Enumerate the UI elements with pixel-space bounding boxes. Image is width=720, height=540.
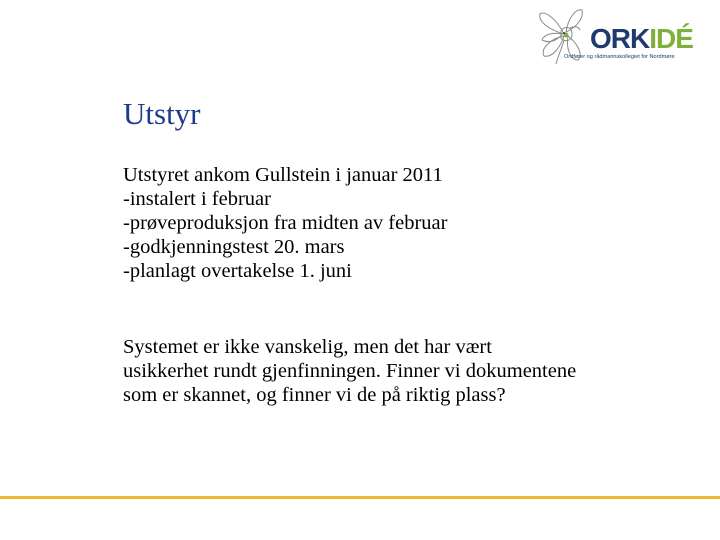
orkide-logo	[534, 4, 716, 68]
logo-word-navy: ORK	[590, 23, 650, 54]
slide-title: Utstyr	[123, 96, 201, 131]
paragraph-line: som er skannet, og finner vi de på riktig plass?	[123, 384, 506, 406]
logo-wordmark	[590, 24, 693, 54]
paragraph-line: -planlagt overtakelse 1. juni	[123, 260, 352, 282]
logo-tagline: Ordfører og rådmannskollegiet for Nordmøre	[564, 54, 675, 60]
paragraph-line: -instalert i februar	[123, 188, 271, 210]
paragraph-line: usikkerhet rundt gjenfinningen. Finner vi dokumentene	[123, 360, 577, 382]
paragraph-line: Systemet er ikke vanskelig, men det har vært	[123, 336, 492, 358]
logo-word-green: IDÉ	[649, 23, 693, 54]
timeline-paragraph	[123, 163, 447, 283]
paragraph-line: -prøveproduksjon fra midten av februar	[123, 212, 448, 234]
footer-divider	[0, 496, 720, 499]
assessment-paragraph	[123, 335, 576, 407]
paragraph-line: Utstyret ankom Gullstein i januar 2011	[123, 164, 443, 186]
paragraph-line: -godkjenningstest 20. mars	[123, 236, 345, 258]
